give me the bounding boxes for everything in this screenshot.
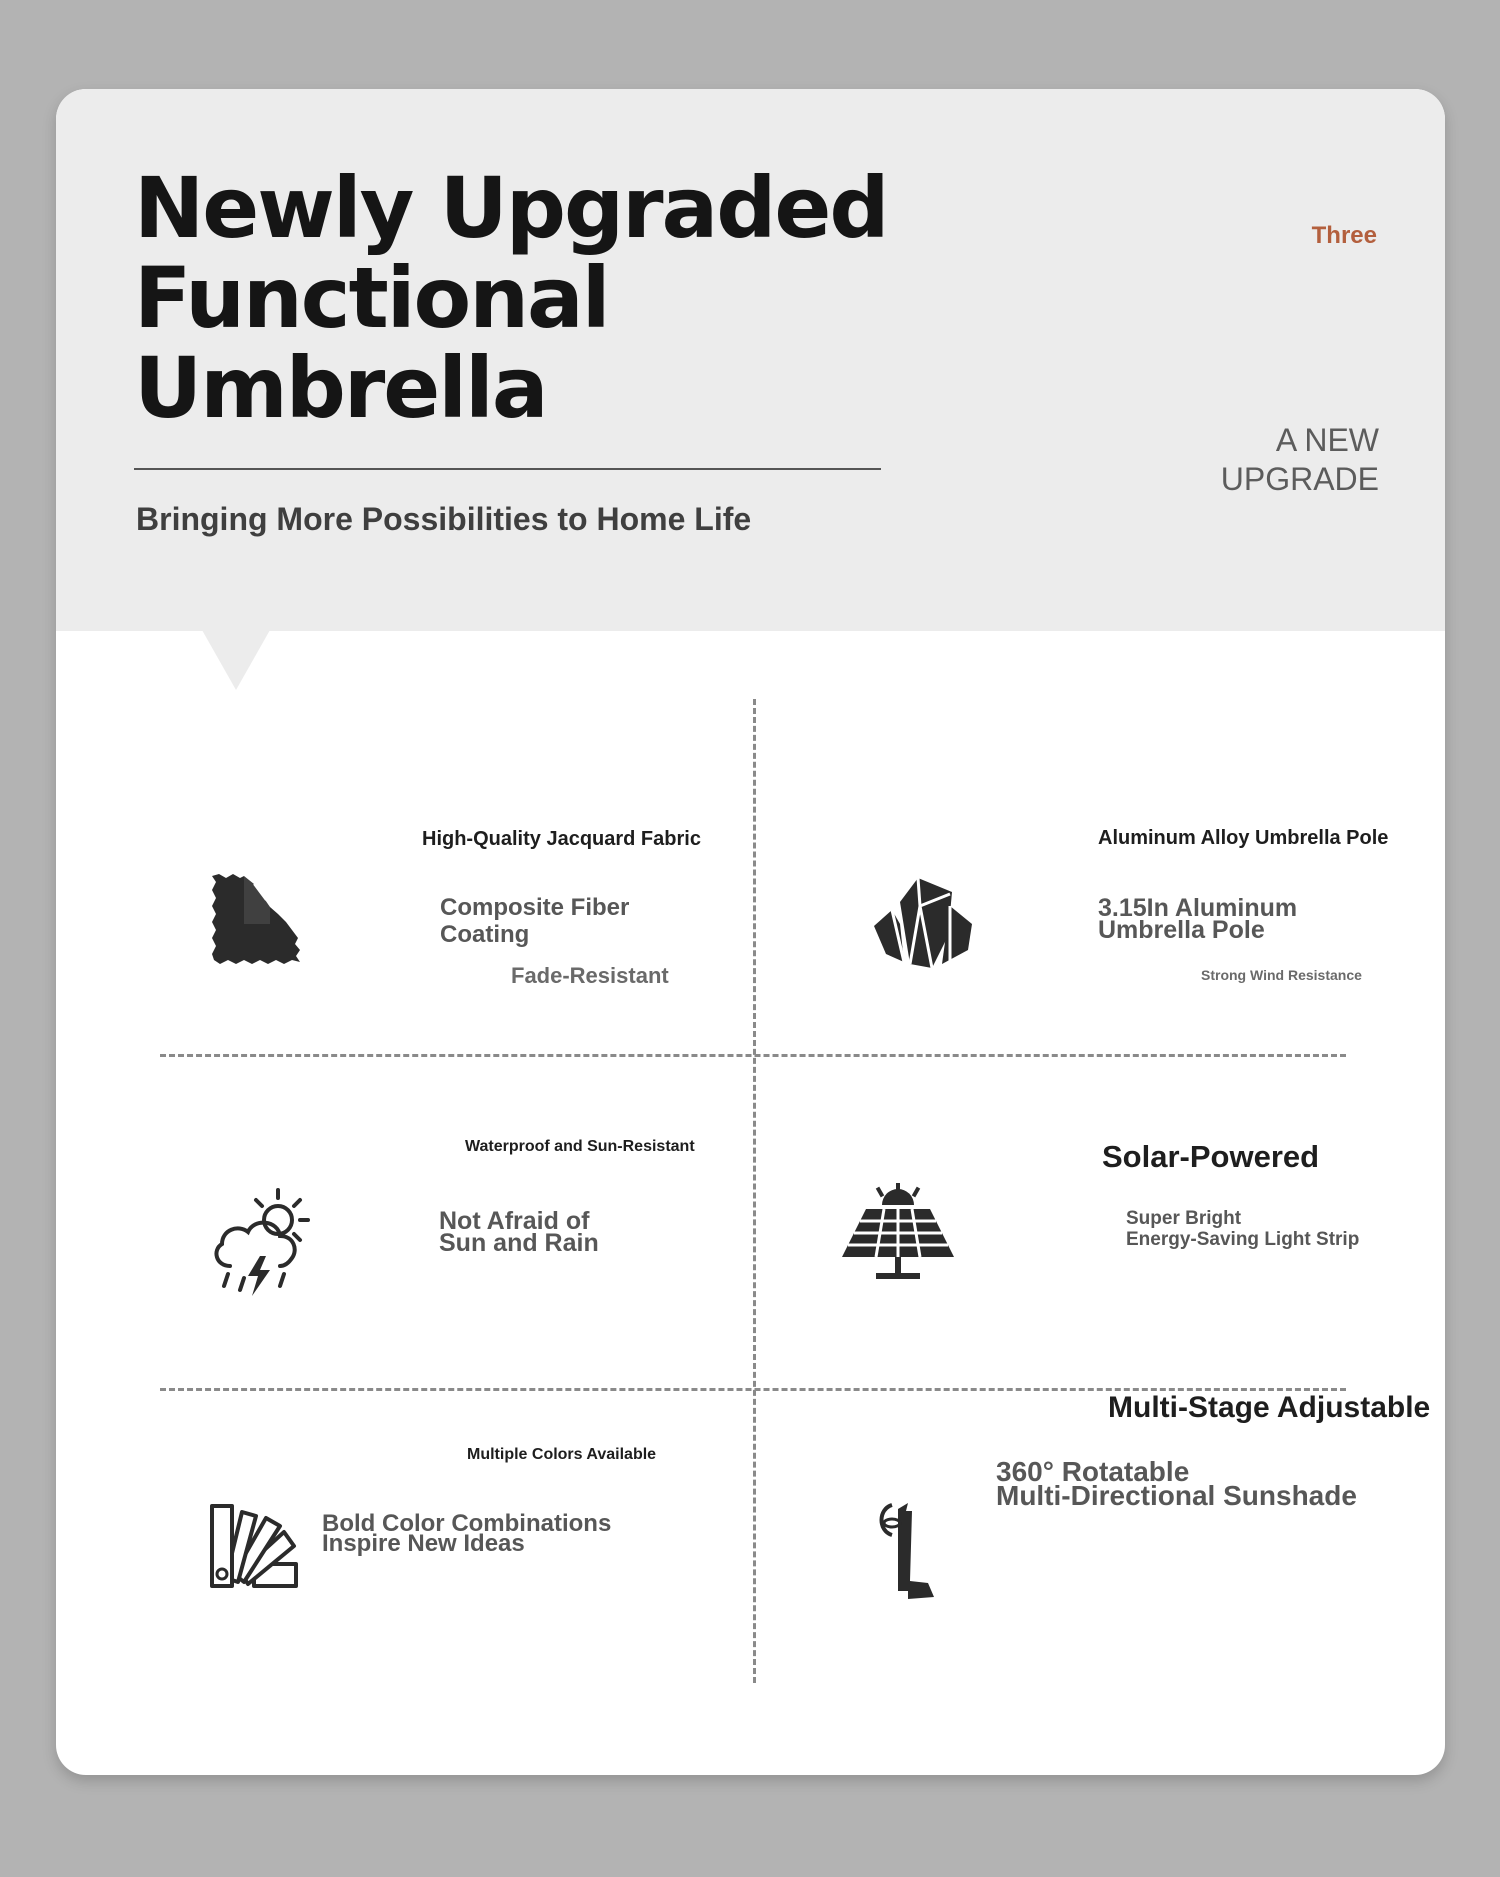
fabric-main-line-1: Composite Fiber	[440, 894, 630, 921]
color-swatches-icon	[208, 1502, 300, 1592]
weather-storm-sun-icon	[208, 1186, 322, 1298]
title-divider	[134, 468, 881, 470]
fabric-heading: High-Quality Jacquard Fabric	[422, 828, 701, 850]
adjustable-heading: Multi-Stage Adjustable	[1108, 1391, 1431, 1424]
aluminum-main-line-2: Umbrella Pole	[1098, 916, 1265, 944]
badge-three: Three	[1311, 222, 1377, 249]
weather-heading: Waterproof and Sun-Resistant	[465, 1138, 695, 1155]
feature-card	[56, 89, 1445, 1775]
colors-heading: Multiple Colors Available	[467, 1446, 657, 1463]
solar-main	[1126, 1208, 1359, 1250]
title-line-1: Newly Upgraded	[134, 159, 888, 257]
title-line-3: Umbrella	[134, 339, 547, 437]
fabric-swatch-icon	[210, 874, 300, 964]
hero-section	[56, 89, 1445, 631]
adjustable-main	[996, 1456, 1357, 1511]
aluminum-sub: Strong Wind Resistance	[1201, 967, 1362, 983]
solar-main-line-1: Super Bright	[1126, 1208, 1242, 1229]
page-subtitle: Bringing More Possibilities to Home Life	[136, 501, 752, 537]
colors-main	[322, 1510, 612, 1557]
row-divider-1	[160, 1054, 1346, 1057]
upgrade-label	[1221, 421, 1379, 499]
colors-main-line-2: Inspire New Ideas	[322, 1530, 525, 1557]
aluminum-main-line-1: 3.15In Aluminum	[1098, 894, 1298, 922]
colors-main-line-1: Bold Color Combinations	[322, 1510, 612, 1537]
upgrade-line-2: UPGRADE	[1220, 461, 1379, 497]
adjustable-pole-icon	[868, 1501, 958, 1601]
title-line-2: Functional	[134, 249, 609, 347]
aluminum-crystal-icon	[870, 876, 978, 970]
weather-main-line-1: Not Afraid of	[439, 1207, 590, 1235]
hero-pointer	[202, 630, 270, 690]
page-title	[134, 159, 888, 437]
upgrade-line-1: A NEW	[1275, 422, 1379, 458]
solar-heading: Solar-Powered	[1102, 1139, 1320, 1174]
fabric-main-line-2: Coating	[440, 921, 530, 948]
aluminum-heading: Aluminum Alloy Umbrella Pole	[1098, 827, 1389, 849]
fabric-main	[440, 894, 629, 948]
adjustable-main-line-1: 360° Rotatable	[996, 1456, 1190, 1487]
solar-panel-icon	[842, 1181, 954, 1283]
solar-main-line-2: Energy-Saving Light Strip	[1126, 1229, 1360, 1250]
weather-main	[439, 1207, 599, 1257]
aluminum-main	[1098, 894, 1298, 944]
vertical-divider	[753, 699, 756, 1683]
adjustable-main-line-2: Multi-Directional Sunshade	[996, 1480, 1357, 1511]
fabric-sub: Fade-Resistant	[511, 963, 669, 988]
weather-main-line-2: Sun and Rain	[439, 1229, 599, 1257]
